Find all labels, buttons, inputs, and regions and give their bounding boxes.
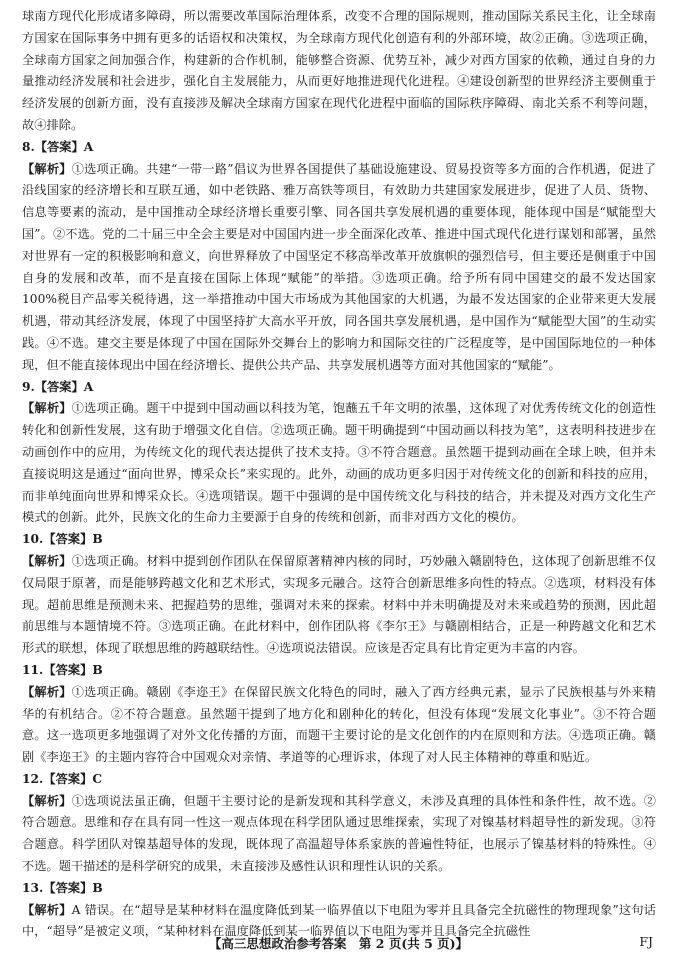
question-number: 13. — [22, 880, 44, 895]
analysis-tag: 【解析】 — [22, 684, 72, 699]
question-number: 12. — [22, 771, 44, 786]
answer-value: C — [92, 771, 103, 786]
answer-value: A — [83, 139, 94, 154]
answer-tag: 【答案】 — [34, 139, 84, 154]
analysis-paragraph — [22, 791, 656, 878]
footer-region-code: FJ — [639, 934, 653, 949]
answer-tag: 【答案】 — [43, 662, 93, 677]
answer-tag: 【答案】 — [43, 532, 93, 547]
analysis-paragraph — [22, 682, 656, 769]
footer-page-label: 【高三思想政治参考答案 第 2 页(共 5 页)】 — [208, 936, 469, 951]
analysis-text: ①选项正确。材料中提到创作团队在保留原著精神内核的同时，巧妙融入赣剧特色，这体现了创新思维不仅仅局限于原著，而是能够跨越文化和艺术形式，实现多元融合。这符合创新思维多向性的特点。②选项，材料没有体现。超前思维是预测未来、把握趋势的思维，强调对未来的探索。材料中并未明确提及对未来或趋势的预测，因此超前思维与本题情境不符。③选项正确。在此材料中，创作团队将《李尔王》与赣剧相结合，正是一种跨越文化和艺术形式的联想，体现了联想思维的跨越联结性。④选项说法错误。应该是否定具有比肯定更为丰富的内容。 — [22, 553, 656, 656]
answer-tag: 【答案】 — [34, 379, 84, 394]
question-number: 8. — [22, 139, 35, 154]
answer-value: B — [92, 662, 103, 677]
analysis-tag: 【解析】 — [22, 553, 72, 568]
answer-value: B — [92, 532, 103, 547]
answer-line — [22, 769, 656, 791]
answer-line — [22, 137, 656, 159]
answer-tag: 【答案】 — [43, 880, 93, 895]
question-number: 11. — [22, 662, 44, 677]
analysis-paragraph — [22, 159, 656, 377]
analysis-tag: 【解析】 — [22, 161, 72, 176]
analysis-text: ①选项正确。赣剧《李迩王》在保留民族文化特色的同时，融入了西方经典元素，显示了民族根基与外来精华的有机结合。②不符合题意。虽然题干提到了地方化和剧种化的转化，但没有体现“发展文化事业”。③不符合题意。这一选项更多地强调了对外文化传播的方面，而题干主要讨论的是文化创作的内在原则和方法。④选项正确。赣剧《李迩王》的主题内容符合中国观众对亲情、孝道等的心理诉求，体现了对人民主体精神的尊重和贴近。 — [22, 684, 656, 765]
analysis-paragraph — [22, 398, 656, 529]
answer-tag: 【答案】 — [43, 771, 93, 786]
answer-line — [22, 377, 656, 399]
page-footer — [0, 934, 677, 956]
answer-value: A — [83, 379, 94, 394]
analysis-tag: 【解析】 — [22, 793, 72, 808]
question-number: 10. — [22, 532, 44, 547]
question-number: 9. — [22, 379, 35, 394]
continued-analysis-text: 球南方现代化形成诸多障碍，所以需要改革国际治理体系，改变不合理的国际规则，推动国际关系民主化，让全球南方国家在国际事务中拥有更多的话语权和决策权，为全球南方现代化创造有利的外部环境，故②正确。③选项正确，全球南方国家之间加强合作，构建新的合作机制，能够整合资源、优势互补，减少对西方国家的依赖，通过自身的力量推动经济发展和社会进步，强化自主发展能力，从而更好地推进现代化进程。④建设创新型的世界经济主要侧重于经济发展的创新方面，没有直接涉及解决全球南方国家在现代化进程中面临的国际秩序障碍、南北关系不利等问题，故④排除。 — [22, 9, 656, 132]
answer-line — [22, 660, 656, 682]
analysis-paragraph — [22, 551, 656, 660]
analysis-text: ①选项正确。共建“一带一路”倡议为世界各国提供了基础设施建设、贸易投资等多方面的合作机遇，促进了沿线国家的经济增长和互联互通，如中老铁路、雅万高铁等项目，有效助力共建国家发展进步，促进了人员、货物、信息等要素的流动，是中国推动全球经济增长重要引擎、同各国共享发展机遇的重要体现，能体现中国是“赋能型大国”。②不选。党的二十届三中全会主要是对中国国内进一步全面深化改革、推进中国式现代化进行谋划和部署，虽然对世界有一定的积极影响和意义，向世界释放了中国坚定不移高举改革开放旗帜的强烈信号，但主要还是侧重于中国自身的发展和改革，而不是直接在国际上体现“赋能”的举措。③选项正确。给予所有同中国建交的最不发达国家100%税目产品零关税待遇，这一举措推动中国大市场成为其他国家的大机遇，为最不发达国家的企业带来更大发展机遇，带动其经济发展，体现了中国坚持扩大高水平开放，同各国共享发展机遇，是中国作为“赋能型大国”的生动实践。④不选。建交主要是体现了中国在国际外交舞台上的影响力和国际交往的广泛程度等，是中国国际地位的一种体现，但不能直接体现出中国在经济增长、提供公共产品、共享发展机遇等方面对其他国家的“赋能”。 — [22, 161, 656, 372]
analysis-tag: 【解析】 — [22, 902, 72, 917]
analysis-tag: 【解析】 — [22, 401, 72, 416]
analysis-text: ①选项说法虽正确，但题干主要讨论的是新发现和其科学意义，未涉及真理的具体性和条件性，故不选。②符合题意。思维和存在具有同一性这一观点体现在科学团队通过思维探索，实现了对镍基材料超导性的新发现。③符合题意。科学团队对镍基超导体的发现，既体现了高温超导体系家族的普遍性特征，也展示了镍基材料的特殊性。④不选。题干描述的是科学研究的成果，未直接涉及感性认识和理性认识的关系。 — [22, 793, 656, 874]
answer-line — [22, 878, 656, 900]
answer-line — [22, 529, 656, 551]
analysis-text: A 错误。在“超导是某种材料在温度降低到某一临界值以下电阻为零并且具备完全抗磁性的物理现象”这句话中，“超导”是被定义项，“某种材料在温度降低到某一临界值以下电阻为零并且具备完全抗磁性 — [22, 902, 657, 939]
answer-value: B — [92, 880, 103, 895]
analysis-text: ①选项正确。题干中提到中国动画以科技为笔，饱蘸五千年文明的浓墨，这体现了对优秀传统文化的创造性转化和创新性发展，这有助于增强文化自信。②选项正确。题干明确提到“中国动画以科技为笔”，这表明科技进步在动画创作中的应用，为传统文化的现代表达提供了技术支持。③不符合题意。虽然题干提到动画在全球上映，但并未直接说明这是通过“面向世界，博采众长”来实现的。此外，动画的成功更多归因于对传统文化的创新和科技的应用，而非单纯面向世界和博采众长。④选项错误。题干中强调的是中国传统文化与科技的结合，并未提及对西方文化生产模式的创新。此外，民族文化的生命力主要源于自身的传统和创新，而非对西方文化的模仿。 — [22, 401, 656, 525]
answer-content — [22, 6, 656, 943]
